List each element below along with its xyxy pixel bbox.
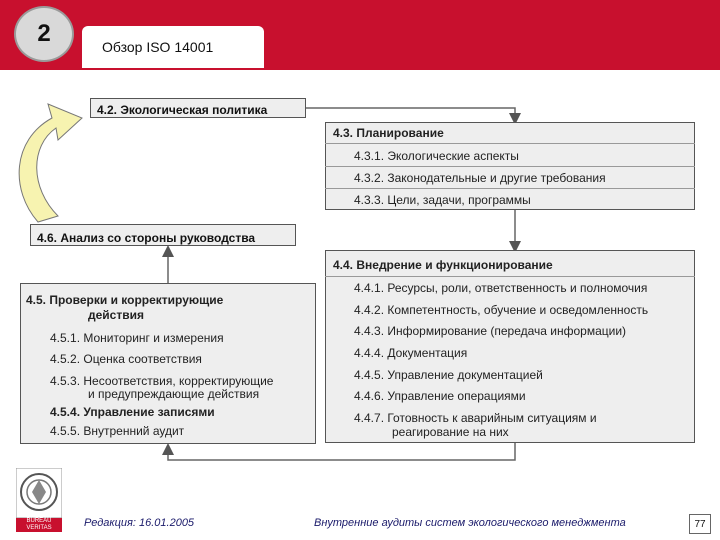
- checking-item: 4.5.4. Управление записями: [50, 405, 215, 419]
- implementation-item: 4.4.1. Ресурсы, роли, ответственность и полномочия: [354, 281, 648, 295]
- planning-item: 4.3.2. Законодательные и другие требования: [354, 171, 606, 185]
- implementation-item: 4.4.4. Документация: [354, 346, 468, 360]
- logo-wordmark: [16, 518, 62, 532]
- planning-item: 4.3.1. Экологические аспекты: [354, 149, 519, 163]
- planning-separator: [325, 188, 695, 189]
- continual-improvement-arrow: [19, 104, 82, 222]
- checking-item: 4.5.5. Внутренний аудит: [50, 424, 185, 438]
- slide-title-text: Обзор ISO 14001: [102, 39, 214, 55]
- implementation-separator: [325, 276, 695, 277]
- planning-item: 4.3.3. Цели, задачи, программы: [354, 193, 531, 207]
- slide-title: [82, 26, 264, 68]
- implementation-item: 4.4.5. Управление документацией: [354, 368, 543, 382]
- page-number: 77: [689, 514, 711, 534]
- logo-word-1: BUREAU: [26, 518, 52, 524]
- planning-title: 4.3. Планирование: [333, 126, 444, 140]
- implementation-title: 4.4. Внедрение и функционирование: [333, 258, 553, 272]
- arrow-implementation-to-checking: [168, 443, 515, 460]
- arrow-policy-to-planning: [306, 108, 515, 122]
- logo-word-2: VERITAS: [26, 525, 52, 531]
- implementation-item: реагирование на них: [392, 425, 509, 439]
- checking-item: 4.5.1. Мониторинг и измерения: [50, 331, 224, 345]
- checking-item: и предупреждающие действия: [88, 387, 260, 401]
- checking-title: 4.5. Проверки и корректирующие: [26, 293, 224, 307]
- planning-separator: [325, 166, 695, 167]
- policy-label: 4.2. Экологическая политика: [97, 103, 268, 117]
- planning-separator: [325, 143, 695, 144]
- checking-title: действия: [88, 308, 144, 322]
- implementation-item: 4.4.6. Управление операциями: [354, 389, 526, 403]
- implementation-item: 4.4.2. Компетентность, обучение и осведомленность: [354, 303, 649, 317]
- implementation-item: 4.4.7. Готовность к аварийным ситуациям и: [354, 411, 597, 425]
- management-review-label: 4.6. Анализ со стороны руководства: [37, 231, 256, 245]
- implementation-item: 4.4.3. Информирование (передача информации): [354, 324, 627, 338]
- management-review-box: [30, 224, 296, 246]
- checking-item: 4.5.2. Оценка соответствия: [50, 352, 202, 366]
- slide-number-badge: 2: [14, 6, 74, 62]
- checking-item: 4.5.3. Несоответствия, корректирующие: [50, 374, 274, 388]
- course-title: Внутренние аудиты систем экологического менеджмента: [314, 517, 626, 529]
- policy-box: [90, 98, 306, 118]
- edition-date: Редакция: 16.01.2005: [84, 517, 195, 529]
